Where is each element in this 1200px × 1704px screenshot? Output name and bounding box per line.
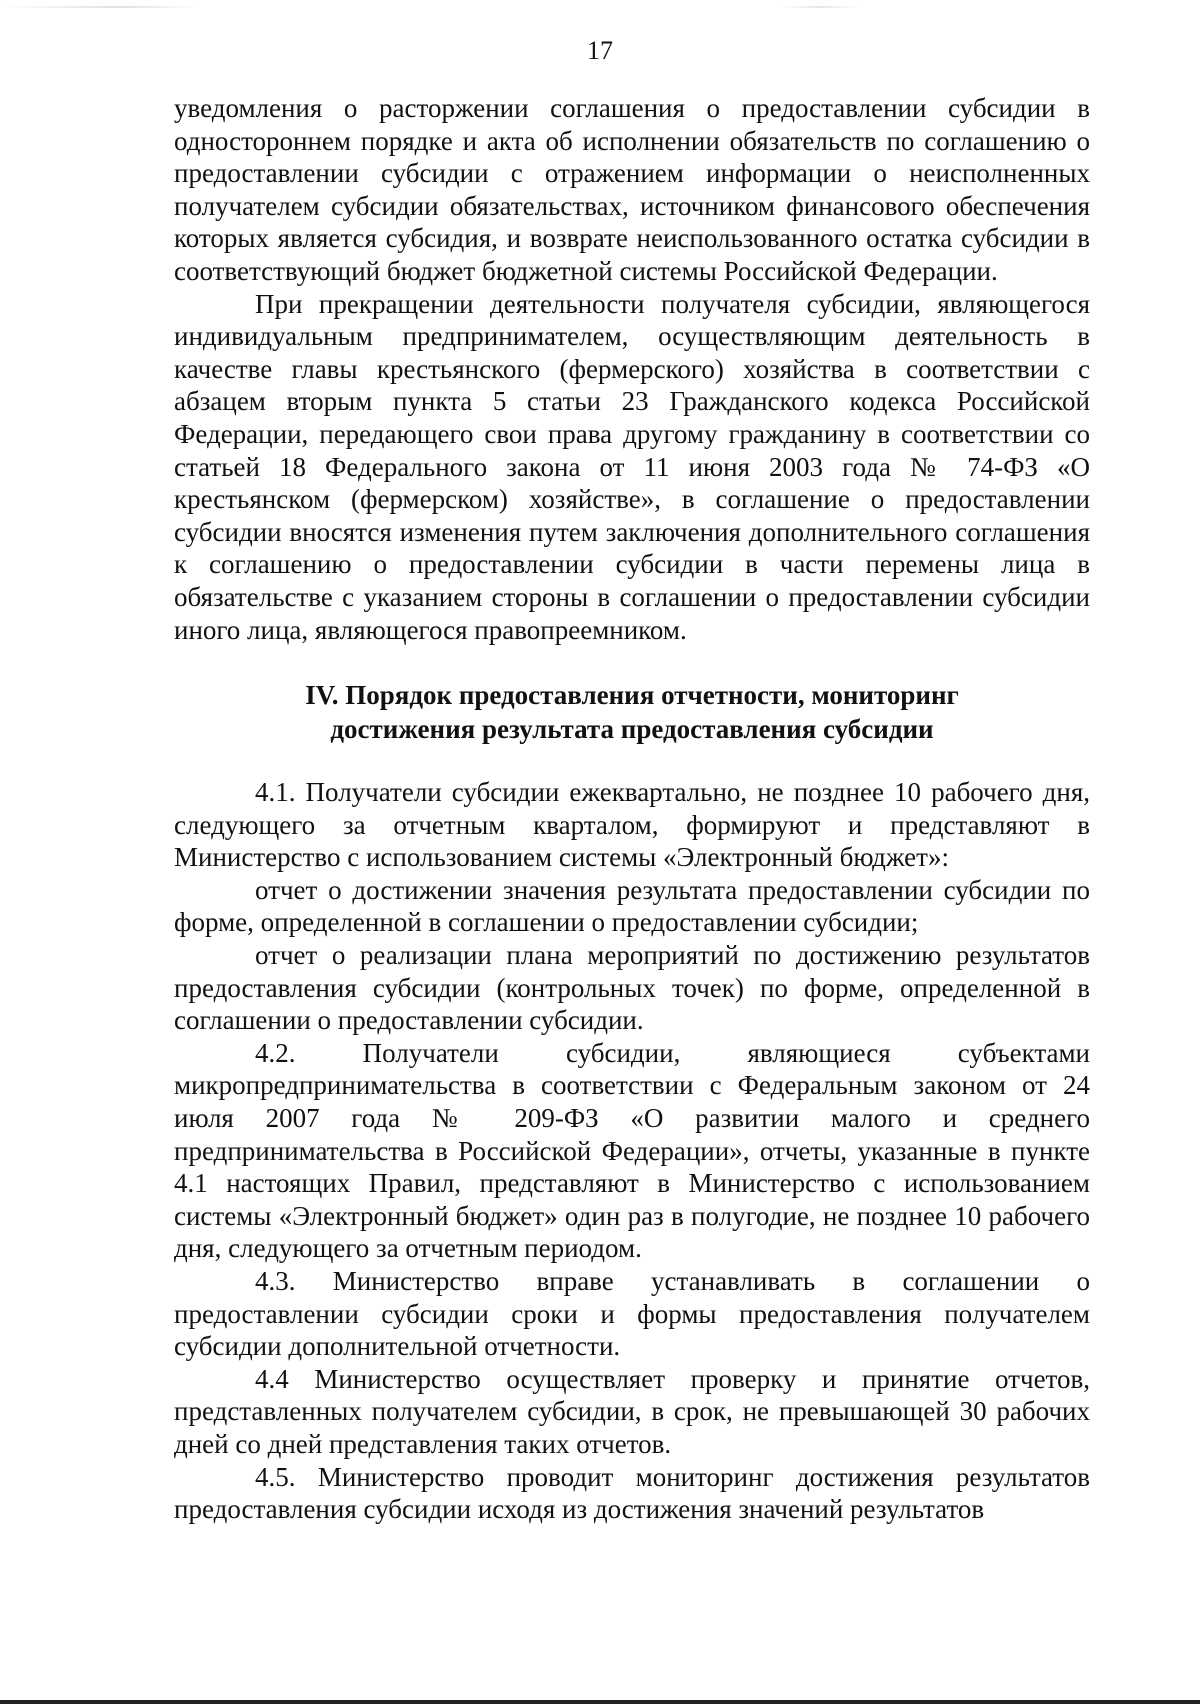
paragraph-4-1-item-2: отчет о реализации плана мероприятий по достижению результатов предоставления субсидии (контрольных точек) по форме, определенной в соглашении о предоставлении субсидии. (174, 940, 1090, 1036)
paragraph-4-3: 4.3. Министерство вправе устанавливать в соглашении о предоставлении субсидии сроки и формы предоставления получателем субсидии дополнительной отчетности. (174, 1266, 1090, 1362)
paragraph-continuation: уведомления о расторжении соглашения о предоставлении субсидии в одностороннем порядке и акта об исполнении обязательств по соглашению о предоставлении субсидии с отражением информации о неисполненных получателем субсидии обязательствах, источником финансового обеспечения которых является субсидия, и возврате неиспользованного остатка субсидии в соответствующий бюджет бюджетной системы Российской Федерации. (174, 93, 1090, 286)
paragraph-4-1-item-1: отчет о достижении значения результата предоставлении субсидии по форме, определенной в соглашении о предоставлении субсидии; (174, 874, 1090, 938)
section-heading-line1: IV. Порядок предоставления отчетности, мониторинг (305, 680, 959, 711)
section-heading-line2: достижения результата предоставления субсидии (330, 714, 934, 745)
section-heading (174, 678, 1090, 746)
scan-edge-bottom (0, 1700, 1200, 1704)
document-body (174, 92, 1090, 1526)
paragraph-farm-termination: При прекращении деятельности получателя субсидии, являющегося индивидуальным предпринимателем, осуществляющим деятельность в качестве главы крестьянского (фермерского) хозяйства в соответствии с абзацем вторым пункта 5 статьи 23 Гражданского кодекса Российской Федерации, передающего свои права другому гражданину в соответствии со статьей 18 Федерального закона от 11 июня 2003 года № 74-ФЗ «О крестьянском (фермерском) хозяйстве», в соглашение о предоставлении субсидии вносятся изменения путем заключения дополнительного соглашения к соглашению о предоставлении субсидии в части перемены лица в обязательстве с указанием стороны в соглашении о предоставлении субсидии иного лица, являющегося правопреемником. (174, 288, 1090, 645)
scan-edge-top (0, 6, 1200, 8)
page-number: 17 (587, 36, 613, 65)
paragraph-4-4: 4.4 Министерство осуществляет проверку и принятие отчетов, представленных получателем субсидии, в срок, не превышающей 30 рабочих дней со дней представления таких отчетов. (174, 1363, 1090, 1459)
paragraph-4-1: 4.1. Получатели субсидии ежеквартально, не позднее 10 рабочего дня, следующего за отчетным кварталом, формируют и представляют в Министерство с использованием системы «Электронный бюджет»: (174, 777, 1090, 873)
paragraph-4-5: 4.5. Министерство проводит мониторинг достижения результатов предоставления субсидии исходя из достижения значений результатов (174, 1461, 1090, 1525)
paragraph-4-2: 4.2. Получатели субсидии, являющиеся субъектами микропредпринимательства в соответствии с Федеральным законом от 24 июля 2007 года № 209-ФЗ «О развитии малого и среднего предпринимательства в Российской Федерации», отчеты, указанные в пункте 4.1 настоящих Правил, представляют в Министерство с использованием системы «Электронный бюджет» один раз в полугодие, не позднее 10 рабочего дня, следующего за отчетным периодом. (174, 1037, 1090, 1264)
